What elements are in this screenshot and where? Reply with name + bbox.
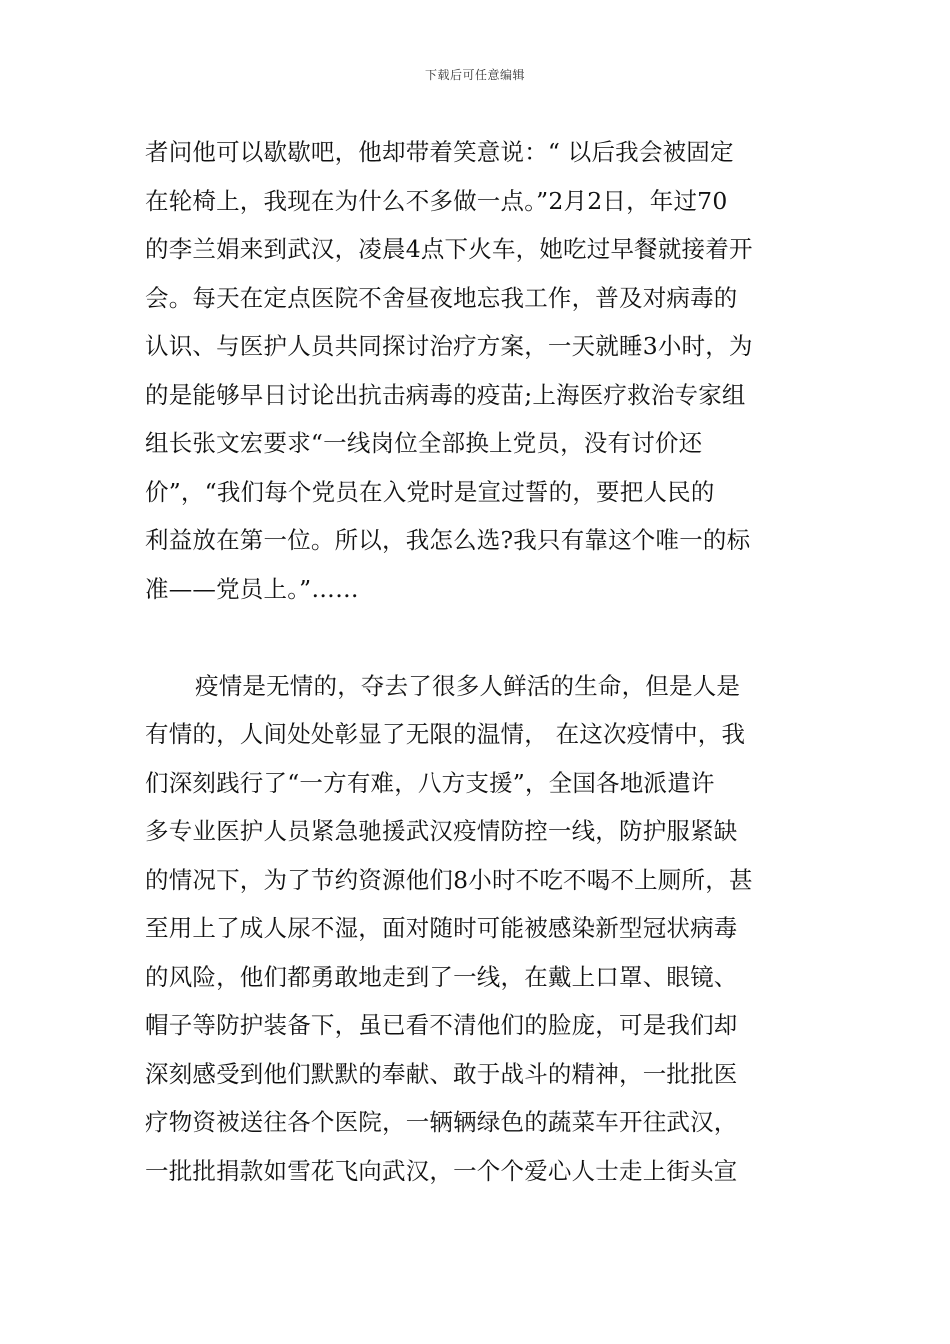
- paragraph-2: [145, 662, 807, 1196]
- text-line: 的李兰娟来到武汉，凌晨4点下火车，她吃过早餐就接着开: [145, 235, 753, 263]
- text-line: 一批批捐款如雪花飞向武汉，一个个爱心人士走上街头宣: [145, 1156, 738, 1185]
- text-line: 多专业医护人员紧急驰援武汉疫情防控一线，防护服紧缺: [145, 817, 738, 845]
- text-line: 准——党员上。”……: [145, 574, 359, 603]
- text-line: 帽子等防护装备下，虽已看不清他们的脸庞，可是我们却: [145, 1011, 738, 1039]
- text-line: 会。每天在定点医院不舍昼夜地忘我工作，普及对病毒的: [145, 283, 738, 312]
- page-header: 下载后可任意编辑: [424, 68, 525, 82]
- text-line: 有情的，人间处处彰显了无限的温情， 在这次疫情中，我: [145, 720, 746, 748]
- paragraph-spacer: [145, 613, 807, 662]
- text-line: 组长张文宏要求“一线岗位全部换上党员，没有讨价还: [145, 429, 703, 457]
- text-line: 至用上了成人尿不湿，面对随时可能被感染新型冠状病毒: [145, 914, 738, 942]
- text-line: 疗物资被送往各个医院，一辆辆绿色的蔬菜车开往武汉，: [145, 1108, 738, 1136]
- text-line: 利益放在第一位。所以，我怎么选?我只有靠这个唯一的标: [145, 526, 751, 554]
- text-line: 的风险，他们都勇敢地走到了一线，在戴上口罩、眼镜、: [145, 962, 738, 991]
- text-line: 的情况下，为了节约资源他们8小时不吃不喝不上厕所，甚: [145, 865, 753, 894]
- text-line: 者问他可以歇歇吧，他却带着笑意说：“ 以后我会被固定: [145, 138, 734, 166]
- text-line: 疫情是无情的，夺去了很多人鲜活的生命，但是人是: [195, 671, 741, 700]
- text-line: 深刻感受到他们默默的奉献、敢于战斗的精神，一批批医: [145, 1059, 738, 1088]
- text-line: 认识、与医护人员共同探讨治疗方案，一天就睡3小时，为: [145, 332, 753, 360]
- text-line: 们深刻践行了“一方有难，八方支援”，全国各地派遣许: [145, 768, 715, 797]
- paragraph-1: [145, 128, 807, 613]
- text-line: 的是能够早日讨论出抗击病毒的疫苗;上海医疗救治专家组: [145, 380, 746, 409]
- document-body: [145, 128, 807, 1195]
- text-line: 在轮椅上，我现在为什么不多做一点。”2月2日，年过70: [145, 186, 728, 215]
- text-line: 价”，“我们每个党员在入党时是宣过誓的，要把人民的: [145, 477, 715, 506]
